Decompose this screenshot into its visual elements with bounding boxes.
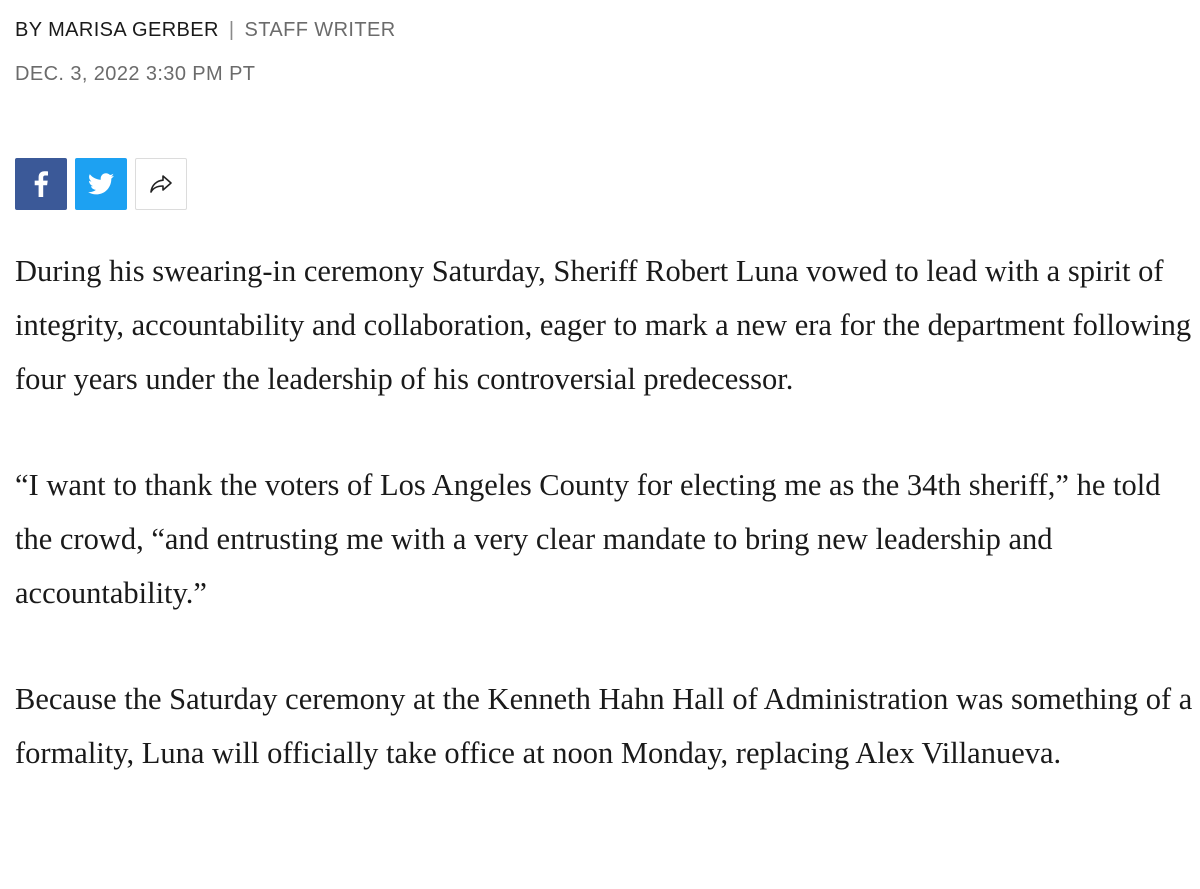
article-paragraph: Because the Saturday ceremony at the Kenneth Hahn Hall of Administration was something of a formality, Luna will officially take office at noon Monday, replacing Alex Villanueva. (15, 682, 1193, 770)
byline-role: STAFF WRITER (244, 19, 396, 41)
byline (15, 16, 396, 44)
facebook-icon (34, 171, 48, 197)
byline-author[interactable]: BY MARISA GERBER (15, 19, 219, 41)
share-arrow-icon (148, 173, 174, 195)
byline-separator: | (228, 19, 235, 41)
share-more-button[interactable] (135, 158, 187, 210)
share-bar (15, 158, 187, 210)
article-body (15, 244, 1195, 832)
twitter-icon (88, 173, 114, 195)
twitter-share-button[interactable] (75, 158, 127, 210)
article-paragraph: “I want to thank the voters of Los Angeles County for electing me as the 34th sheriff,” he told the crowd, “and entrusting me with a very clear mandate to bring new leadership and accountability.” (15, 468, 1161, 610)
publish-date: DEC. 3, 2022 3:30 PM PT (15, 63, 256, 85)
article-paragraph: During his swearing-in ceremony Saturday, Sheriff Robert Luna vowed to lead with a spirit of integrity, accountability and collaboration, eager to mark a new era for the department following four years under the leadership of his controversial predecessor. (15, 254, 1192, 396)
facebook-share-button[interactable] (15, 158, 67, 210)
